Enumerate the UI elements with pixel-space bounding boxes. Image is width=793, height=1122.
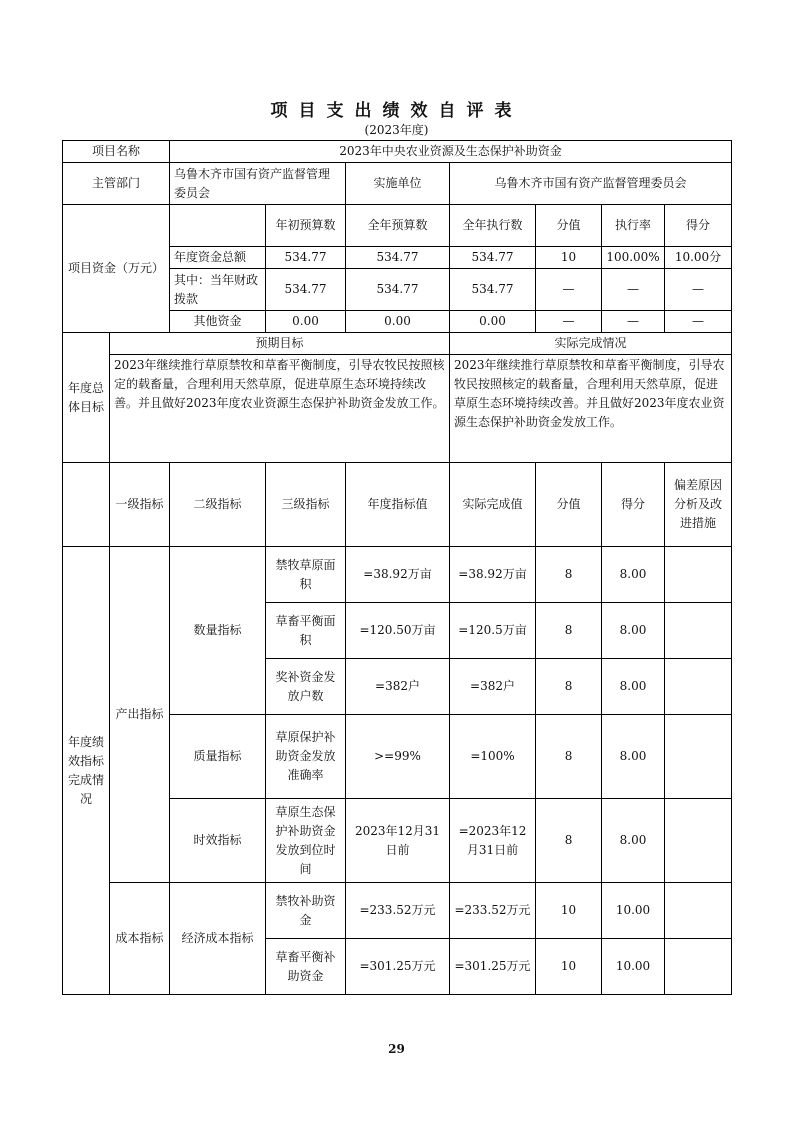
indicator-actual: =382户	[450, 659, 536, 715]
page-number: 29	[388, 1042, 405, 1056]
indicator-note	[665, 659, 732, 715]
indicator-header: 得分	[602, 463, 665, 547]
indicator-target: =120.50万亩	[346, 603, 450, 659]
indicator-l3: 草原保护补助资金发放准确率	[266, 715, 346, 799]
funds-row-label: 其他资金	[170, 311, 266, 333]
indicator-header: 分值	[536, 463, 602, 547]
indicators-header-blank	[63, 463, 110, 547]
impl-value: 乌鲁木齐市国有资产监督管理委员会	[450, 163, 732, 205]
funds-cell: 534.77	[346, 269, 450, 311]
funds-cell: 534.77	[450, 269, 536, 311]
indicator-score: 8.00	[602, 603, 665, 659]
indicator-note	[665, 939, 732, 995]
indicator-score: 8.00	[602, 799, 665, 883]
goals-actual-text: 2023年继续推行草原禁牧和草畜平衡制度，引导农牧民按照核定的载畜量，合理利用天然草原，促进草原生态环境持续改善。并且做好2023年度农业资源生态保护补助资金发放工作。	[450, 355, 732, 463]
dept-value: 乌鲁木齐市国有资产监督管理委员会	[170, 163, 346, 205]
indicator-score: 8.00	[602, 547, 665, 603]
indicator-points: 10	[536, 939, 602, 995]
indicator-note	[665, 603, 732, 659]
goals-label: 年度总体目标	[63, 333, 110, 463]
funds-cell: —	[602, 269, 665, 311]
funds-cell: 0.00	[450, 311, 536, 333]
funds-header: 全年预算数	[346, 205, 450, 247]
indicator-points: 8	[536, 659, 602, 715]
project-name-label: 项目名称	[63, 141, 170, 163]
indicator-score: 8.00	[602, 659, 665, 715]
indicator-points: 8	[536, 547, 602, 603]
funds-cell: —	[665, 311, 732, 333]
indicator-l3: 禁牧草原面积	[266, 547, 346, 603]
indicator-header: 实际完成值	[450, 463, 536, 547]
indicator-header: 年度指标值	[346, 463, 450, 547]
funds-header-blank	[170, 205, 266, 247]
goals-expected-text: 2023年继续推行草原禁牧和草畜平衡制度，引导农牧民按照核定的载畜量，合理利用天然草原，促进草原生态环境持续改善。并且做好2023年度农业资源生态保护补助资金发放工作。	[110, 355, 450, 463]
dept-label: 主管部门	[63, 163, 170, 205]
funds-cell: —	[602, 311, 665, 333]
indicator-target: =38.92万亩	[346, 547, 450, 603]
indicator-header: 二级指标	[170, 463, 266, 547]
funds-cell: 534.77	[266, 269, 346, 311]
funds-cell: —	[536, 269, 602, 311]
indicator-target: =301.25万元	[346, 939, 450, 995]
indicator-points: 8	[536, 603, 602, 659]
funds-cell: 534.77	[346, 247, 450, 269]
indicator-target: >=99%	[346, 715, 450, 799]
level1-cost: 成本指标	[110, 883, 170, 995]
indicator-score: 10.00	[602, 939, 665, 995]
indicator-actual: =38.92万亩	[450, 547, 536, 603]
indicator-note	[665, 547, 732, 603]
indicator-points: 10	[536, 883, 602, 939]
level2-quality: 质量指标	[170, 715, 266, 799]
indicator-points: 8	[536, 799, 602, 883]
indicator-l3: 草畜平衡面积	[266, 603, 346, 659]
funds-cell: —	[665, 269, 732, 311]
funds-cell: 10	[536, 247, 602, 269]
funds-header: 全年执行数	[450, 205, 536, 247]
level2-economic-cost: 经济成本指标	[170, 883, 266, 995]
level1-output: 产出指标	[110, 547, 170, 883]
indicator-score: 8.00	[602, 715, 665, 799]
funds-cell: 0.00	[266, 311, 346, 333]
indicator-note	[665, 799, 732, 883]
goals-actual-label: 实际完成情况	[450, 333, 732, 355]
funds-cell: 0.00	[346, 311, 450, 333]
indicator-actual: =301.25万元	[450, 939, 536, 995]
funds-cell: —	[536, 311, 602, 333]
indicator-l3: 禁牧补助资金	[266, 883, 346, 939]
indicator-points: 8	[536, 715, 602, 799]
funds-header: 得分	[665, 205, 732, 247]
funds-cell: 534.77	[266, 247, 346, 269]
funds-cell: 100.00%	[602, 247, 665, 269]
indicators-section-label: 年度绩效指标完成情况	[63, 547, 110, 995]
indicator-note	[665, 715, 732, 799]
indicator-actual: =120.5万亩	[450, 603, 536, 659]
indicator-actual: =2023年12月31日前	[450, 799, 536, 883]
indicator-header: 偏差原因分析及改进措施	[665, 463, 732, 547]
funds-row-label: 其中：当年财政拨款	[170, 269, 266, 311]
project-name-value: 2023年中央农业资源及生态保护补助资金	[170, 141, 732, 163]
funds-cell: 534.77	[450, 247, 536, 269]
level2-quantity: 数量指标	[170, 547, 266, 715]
indicator-l3: 草原生态保护补助资金发放到位时间	[266, 799, 346, 883]
performance-table	[62, 140, 732, 995]
funds-cell: 10.00分	[665, 247, 732, 269]
indicator-target: =233.52万元	[346, 883, 450, 939]
level2-timeliness: 时效指标	[170, 799, 266, 883]
indicator-l3: 草畜平衡补助资金	[266, 939, 346, 995]
page-title: 项目支出绩效自评表	[270, 101, 523, 121]
page-subtitle: (2023年度)	[364, 123, 429, 137]
funds-header: 执行率	[602, 205, 665, 247]
indicator-target: =382户	[346, 659, 450, 715]
indicator-target: 2023年12月31日前	[346, 799, 450, 883]
indicator-actual: =100%	[450, 715, 536, 799]
indicator-note	[665, 883, 732, 939]
funds-row-label: 年度资金总额	[170, 247, 266, 269]
impl-label: 实施单位	[346, 163, 450, 205]
funds-header: 年初预算数	[266, 205, 346, 247]
indicator-header: 一级指标	[110, 463, 170, 547]
funds-label: 项目资金（万元）	[63, 205, 170, 333]
indicator-actual: =233.52万元	[450, 883, 536, 939]
funds-header: 分值	[536, 205, 602, 247]
goals-expected-label: 预期目标	[110, 333, 450, 355]
indicator-l3: 奖补资金发放户数	[266, 659, 346, 715]
indicator-score: 10.00	[602, 883, 665, 939]
indicator-header: 三级指标	[266, 463, 346, 547]
